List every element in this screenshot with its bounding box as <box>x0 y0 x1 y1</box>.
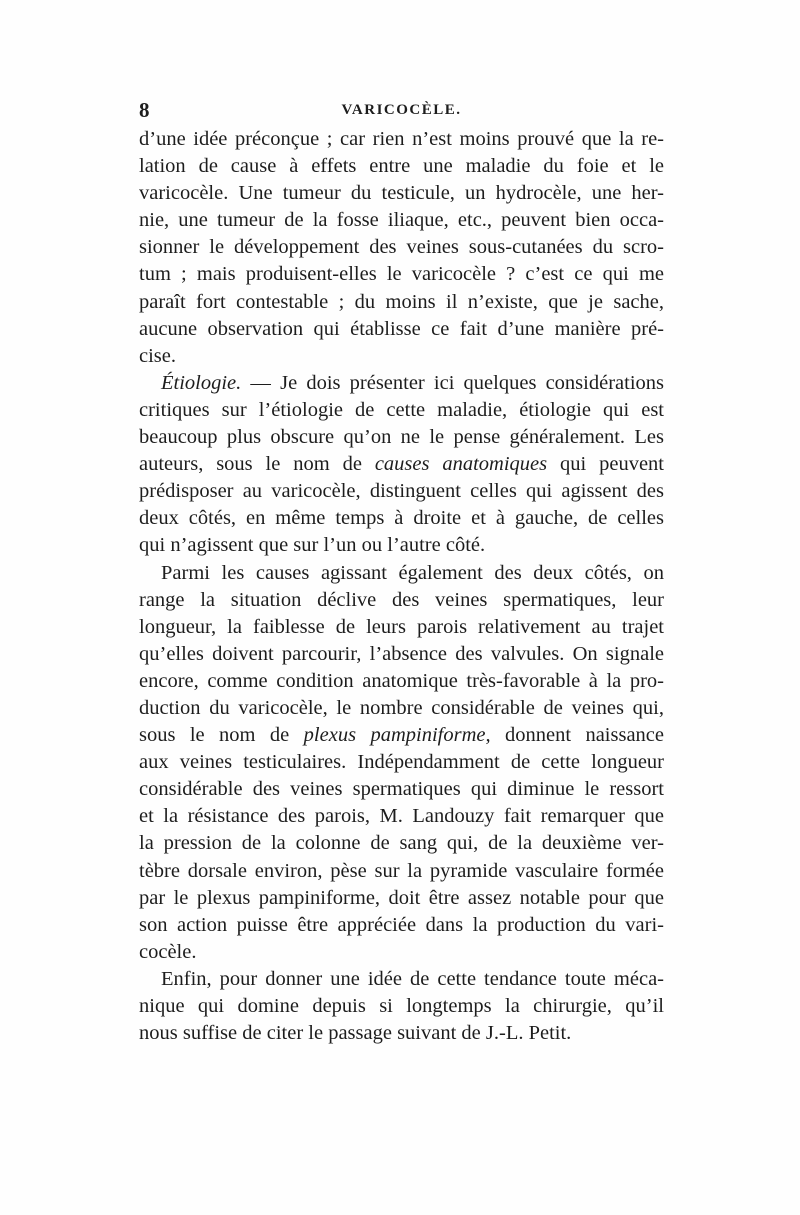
italic-term: causes anatomiques <box>374 453 548 476</box>
text-line: deux côtés, en même temps à droite et à gauche, de celles <box>139 507 664 530</box>
text-line: la pression de la colonne de sang qui, de la deuxième ver- <box>139 832 664 855</box>
text-run: — Je dois présenter ici quelques considérations <box>241 371 664 394</box>
text-line: Parmi les causes agissant également des deux côtés, on <box>161 561 664 584</box>
text-line <box>139 370 664 397</box>
text-line: encore, comme condition anatomique très-favorable à la pro- <box>139 669 664 692</box>
text-line: qu’elles doivent parcourir, l’absence des valvules. On signale <box>139 642 664 665</box>
text-line <box>139 722 664 749</box>
text-line: tèbre dorsale environ, pèse sur la pyramide vasculaire formée <box>139 859 664 882</box>
text-line: lation de cause à effets entre une maladie du foie et le <box>139 155 664 178</box>
running-head <box>139 96 664 124</box>
text-line: critiques sur l’étiologie de cette maladie, étiologie qui est <box>139 398 664 421</box>
paragraph-2 <box>139 370 664 560</box>
text-line: cise. <box>139 344 176 367</box>
paragraph-1 <box>139 126 664 370</box>
text-line: aux veines testiculaires. Indépendamment de cette longueur <box>139 751 664 774</box>
section-heading-etiologie: Étiologie. <box>161 371 242 394</box>
text-line: paraît fort contestable ; du moins il n’existe, que je sache, <box>139 290 664 313</box>
text-line: tum ; mais produisent-elles le varicocèle ? c’est ce qui me <box>139 263 664 286</box>
text-line: qui n’agissent que sur l’un ou l’autre côté. <box>139 534 486 557</box>
running-title: VARICOCÈLE. <box>341 102 462 118</box>
text-line: range la situation déclive des veines spermatiques, leur <box>139 588 664 611</box>
text-line: sionner le développement des veines sous-cutanées du scro- <box>139 236 664 259</box>
text-line: aucune observation qui établisse ce fait d’une manière pré- <box>139 317 664 340</box>
text-line: longueur, la faiblesse de leurs parois relativement au trajet <box>139 615 664 638</box>
text-line: duction du varicocèle, le nombre considérable de veines qui, <box>139 696 664 719</box>
text-line: nous suffise de citer le passage suivant de J.-L. Petit. <box>139 1022 572 1045</box>
text-line: par le plexus pampiniforme, doit être assez notable pour que <box>139 886 664 909</box>
text-line: cocèle. <box>139 940 197 963</box>
text-line: son action puisse être appréciée dans la production du vari- <box>139 913 664 936</box>
text-line: beaucoup plus obscure qu’on ne le pense généralement. Les <box>139 426 664 449</box>
text-line: et la résistance des parois, M. Landouzy fait remarquer que <box>139 805 664 828</box>
text-line: varicocèle. Une tumeur du testicule, un hydrocèle, une her- <box>139 182 664 205</box>
paragraph-4 <box>139 966 664 1047</box>
text-line: Enfin, pour donner une idée de cette tendance toute méca- <box>161 967 664 990</box>
text-line: d’une idée préconçue ; car rien n’est moins prouvé que la re- <box>139 128 664 150</box>
italic-term: plexus pampiniforme, <box>303 724 491 747</box>
text-line <box>139 451 664 478</box>
text-run: auteurs, sous le nom de <box>139 453 375 476</box>
text-line: nique qui domine depuis si longtemps la chirurgie, qu’il <box>139 995 664 1017</box>
text-run: qui peuvent <box>547 453 664 476</box>
text-run: sous le nom de <box>139 724 304 747</box>
paragraph-3 <box>139 560 664 966</box>
page-number: 8 <box>139 98 150 122</box>
body-text <box>139 126 664 1047</box>
text-run: donnent naissance <box>490 724 665 747</box>
text-line: prédisposer au varicocèle, distinguent celles qui agissent des <box>139 480 664 503</box>
text-line: nie, une tumeur de la fosse iliaque, etc., peuvent bien occa- <box>139 209 664 232</box>
text-line: considérable des veines spermatiques qui diminue le ressort <box>139 778 664 801</box>
